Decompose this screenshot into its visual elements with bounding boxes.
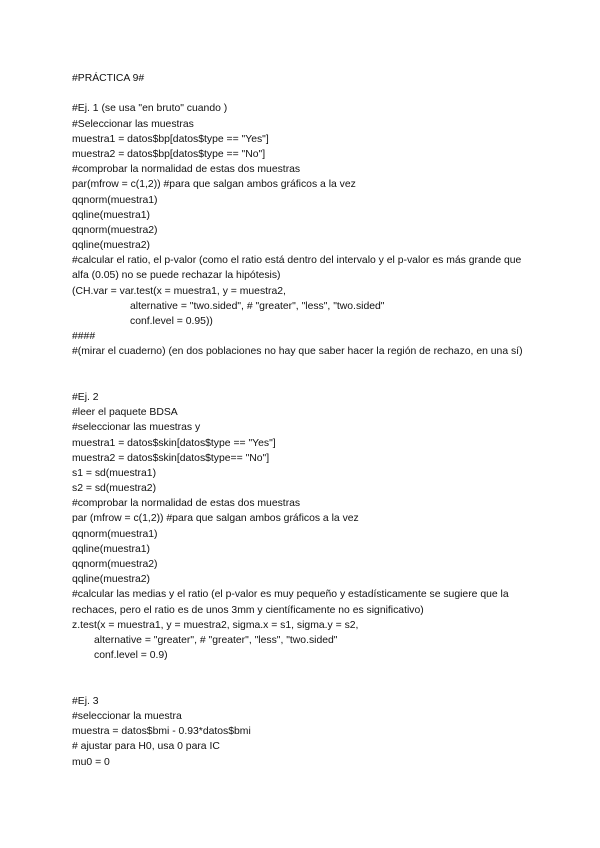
- code-line: muestra2 = datos$bp[datos$type == "No"]: [72, 148, 266, 160]
- code-line: s2 = sd(muestra2): [72, 483, 157, 495]
- code-line: qqnorm(muestra2): [72, 224, 158, 236]
- ztest-line: alternative = "greater", # "greater", "less", "two.sided": [94, 635, 338, 647]
- spacer: [72, 86, 532, 101]
- code-line: #leer el paquete BDSA: [72, 407, 178, 419]
- ej1-heading: #Ej. 1 (se usa "en bruto" cuando ): [72, 103, 228, 115]
- code-line: qqline(muestra2): [72, 574, 150, 586]
- code-line: muestra1 = datos$skin[datos$type == "Yes"]: [72, 437, 276, 449]
- separator: ####: [72, 331, 96, 343]
- page-title: #PRÁCTICA 9#: [72, 73, 145, 84]
- spacer: [72, 375, 532, 390]
- spacer: [72, 679, 532, 694]
- code-line: s1 = sd(muestra1): [72, 467, 157, 479]
- code-line: mu0 = 0: [72, 756, 110, 768]
- code-line: #comprobar la normalidad de estas dos muestras: [72, 164, 301, 176]
- code-line: qqnorm(muestra1): [72, 194, 158, 206]
- ztest-line: z.test(x = muestra1, y = muestra2, sigma.x = s1, sigma.y = s2,: [72, 619, 359, 631]
- document-body: [72, 71, 532, 770]
- ej2-means-comment: #calcular las medias y el ratio (el p-valor es muy pequeño y estadísticamente se sugiere que la rechaces, pero el ratio es de unos 3mm y científicamente no es significativo): [72, 589, 509, 616]
- ej3-heading: #Ej. 3: [72, 695, 99, 707]
- code-line: #seleccionar la muestra: [72, 710, 182, 722]
- vartest-line: conf.level = 0.95)): [130, 316, 213, 328]
- vartest-line: (CH.var = var.test(x = muestra1, y = muestra2,: [72, 285, 286, 297]
- code-line: par(mfrow = c(1,2)) #para que salgan ambos gráficos a la vez: [72, 179, 356, 191]
- ej2-heading: #Ej. 2: [72, 391, 99, 403]
- code-line: #seleccionar las muestras y: [72, 422, 201, 434]
- code-line: #comprobar la normalidad de estas dos muestras: [72, 498, 301, 510]
- code-line: qqline(muestra1): [72, 543, 150, 555]
- ztest-line: conf.level = 0.9): [94, 650, 168, 662]
- code-line: muestra1 = datos$bp[datos$type == "Yes"]: [72, 133, 269, 145]
- code-line: # ajustar para H0, usa 0 para IC: [72, 741, 220, 753]
- code-line: qqline(muestra2): [72, 240, 150, 252]
- code-line: qqnorm(muestra2): [72, 559, 158, 571]
- code-line: qqnorm(muestra1): [72, 528, 158, 540]
- code-line: par (mfrow = c(1,2)) #para que salgan ambos gráficos a la vez: [72, 513, 359, 525]
- spacer: [72, 663, 532, 678]
- code-line: muestra = datos$bmi - 0.93*datos$bmi: [72, 726, 251, 738]
- spacer: [72, 360, 532, 375]
- ej1-ratio-comment: #calcular el ratio, el p-valor (como el ratio está dentro del intervalo y el p-valor es más grande que alfa (0.05) no se puede rechazar la hipótesis): [72, 255, 522, 282]
- code-line: muestra2 = datos$skin[datos$type== "No"]: [72, 452, 270, 464]
- ej1-note: #(mirar el cuaderno) (en dos poblaciones no hay que saber hacer la región de rechazo, en una sí): [72, 346, 523, 358]
- code-line: #Seleccionar las muestras: [72, 118, 194, 130]
- code-line: qqline(muestra1): [72, 209, 150, 221]
- vartest-line: alternative = "two.sided", # "greater", "less", "two.sided": [130, 300, 385, 312]
